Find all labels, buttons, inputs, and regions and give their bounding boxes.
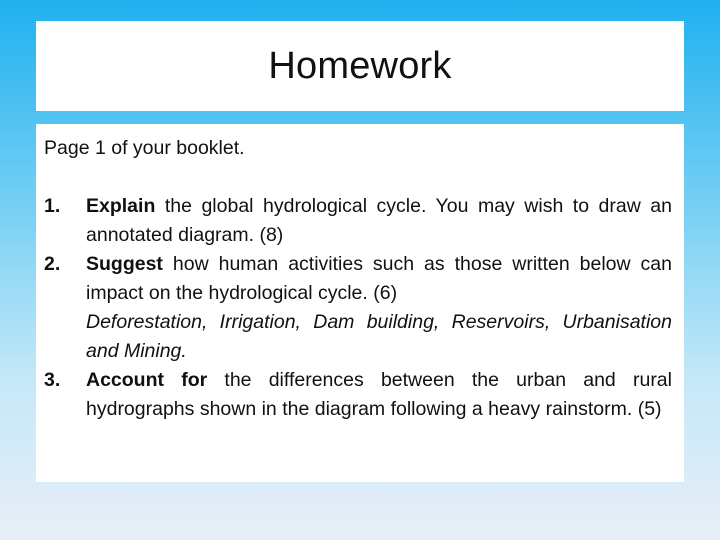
task-number: 3. xyxy=(44,369,61,391)
slide-title: Homework xyxy=(268,44,452,87)
task-list xyxy=(44,192,672,424)
task-item-3 xyxy=(44,366,672,424)
content-panel xyxy=(36,124,684,482)
task-command: Explain xyxy=(86,195,156,217)
task-text: how human activities such as those written below can impact on the hydrological cycle. (6) xyxy=(86,253,672,304)
task-command: Suggest xyxy=(86,253,163,275)
intro-text: Page 1 of your booklet. xyxy=(44,137,245,159)
task-text: the global hydrological cycle. You may wish to draw an annotated diagram. (8) xyxy=(86,195,672,246)
task-command: Account for xyxy=(86,369,208,391)
title-panel xyxy=(36,21,684,111)
task-number: 1. xyxy=(44,195,61,217)
task-item-2 xyxy=(44,250,672,366)
task-number: 2. xyxy=(44,253,61,275)
task-item-1 xyxy=(44,192,672,250)
task-text: the differences between the urban and rural hydrographs shown in the diagram following a heavy rainstorm. (5) xyxy=(86,369,672,420)
task-examples: Deforestation, Irrigation, Dam building, Reservoirs, Urbanisation and Mining. xyxy=(86,311,672,362)
